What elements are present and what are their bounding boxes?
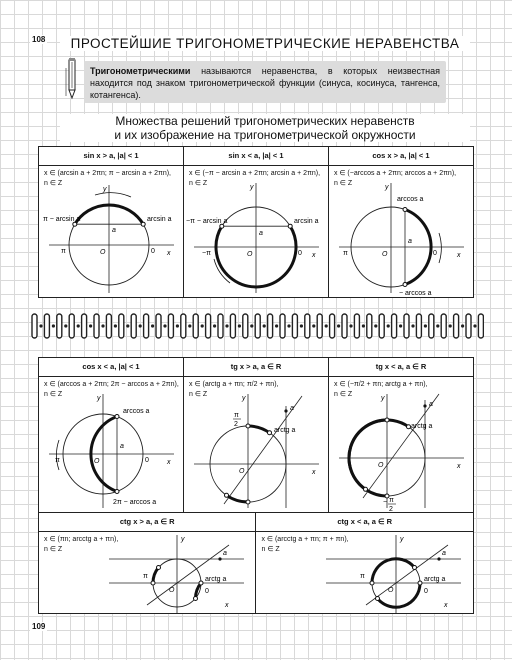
unit-circle-diagram: [184, 175, 329, 295]
formula-line: x ∈ (−arccos a + 2πn; arccos a + 2πn),: [333, 170, 457, 177]
arc-label-right: arcsin a: [147, 216, 172, 223]
subtitle-line-1: Множества решений тригонометрических неравенств: [115, 114, 415, 128]
binding-ring: [392, 314, 403, 338]
binding-ring: [342, 314, 353, 338]
arc-label-bottom: 2π − arccos a: [113, 499, 157, 506]
binding-ring: [230, 314, 241, 338]
half-pi-denominator: 2: [389, 506, 393, 511]
unit-circle-diagram: [184, 386, 329, 511]
page-title: ПРОСТЕЙШИЕ ТРИГОНОМЕТРИЧЕСКИЕ НЕРАВЕНСТВА: [60, 36, 470, 51]
unit-circle-diagram: [256, 531, 474, 613]
y-axis-label: y: [181, 536, 185, 543]
origin-label: O: [100, 249, 106, 256]
arc-label-left: π − arcsin a: [43, 216, 81, 223]
arc-label-right: arcsin a: [293, 218, 319, 225]
binding-ring: [181, 314, 192, 338]
zero-label: 0: [297, 250, 302, 257]
pi-label: π: [55, 457, 60, 464]
binding-ring: [317, 314, 328, 338]
a-label: a: [223, 550, 227, 557]
binding-ring: [478, 314, 484, 338]
a-label: a: [120, 443, 124, 450]
zero-label: 0: [145, 457, 149, 464]
formula-line: n ∈ Z: [189, 391, 208, 398]
formula-line: x ∈ (−π − arcsin a + 2πn; arcsin a + 2πn),: [188, 170, 321, 177]
origin-label: O: [378, 462, 384, 469]
formula-line: n ∈ Z: [334, 391, 353, 398]
pi-label: π: [143, 573, 148, 580]
pi-label: −π: [201, 250, 211, 257]
origin-label: O: [246, 251, 253, 258]
arcctg-label: arctg a: [205, 576, 227, 583]
origin-label: O: [94, 458, 100, 465]
definition-text: называются неравенства, в которых неизвестная находится под знаком тригонометрической функции (синуса, косинуса, тангенса, котангенса).: [90, 66, 440, 100]
cell-header: sin x > a, |a| < 1: [39, 147, 183, 166]
unit-circle-diagram: [39, 175, 184, 295]
formula-line: x ∈ (arccos a + 2πn; 2π − arccos a + 2πn),: [44, 381, 179, 388]
origin-label: O: [239, 468, 245, 475]
origin-label: O: [381, 251, 388, 258]
formula-line: n ∈ Z: [44, 391, 63, 398]
binding-ring: [354, 314, 365, 338]
cell-cos-lt: [39, 358, 184, 514]
half-pi-numerator: π: [234, 412, 239, 419]
binding-ring: [255, 314, 266, 338]
binding-ring: [144, 314, 155, 338]
binding-ring: [69, 314, 80, 338]
binding-ring: [292, 314, 303, 338]
binding-ring: [156, 314, 167, 338]
formula-line: n ∈ Z: [333, 180, 353, 187]
minus-sign: −: [383, 499, 388, 506]
x-axis-label: x: [456, 252, 461, 259]
cell-header: ctg x > a, a ∈ R: [39, 513, 255, 532]
table-ctg: [38, 512, 474, 614]
binding-ring: [330, 314, 341, 338]
half-pi-denominator: 2: [234, 421, 238, 428]
a-label: a: [290, 405, 294, 412]
zero-label: 0: [151, 248, 155, 255]
y-axis-label: y: [103, 186, 107, 193]
binding-ring: [57, 314, 68, 338]
x-axis-label: x: [167, 459, 171, 466]
zero-label: 0: [205, 588, 209, 595]
arctg-label: arctg a: [411, 423, 433, 430]
binding-ring: [454, 314, 465, 338]
arc-label-top: arccos a: [396, 196, 424, 203]
cell-tg-lt: [329, 358, 474, 514]
zero-label: 0: [432, 250, 437, 257]
cell-header: cos x < a, |a| < 1: [39, 358, 183, 377]
zero-label: 0: [424, 588, 429, 595]
definition-term: Тригонометрическими: [90, 66, 191, 76]
formula-line: n ∈ Z: [44, 180, 63, 187]
x-axis-label: x: [312, 469, 316, 476]
binding-ring: [131, 314, 142, 338]
unit-circle-diagram: [39, 531, 257, 613]
arc-label-bottom: − arccos a: [398, 290, 432, 295]
pi-label: π: [342, 250, 348, 257]
a-label: a: [258, 230, 263, 237]
origin-label: O: [388, 587, 394, 594]
y-axis-label: y: [400, 536, 404, 543]
y-axis-label: y: [249, 184, 254, 191]
page-number-top: 108: [32, 35, 46, 44]
table-top: [38, 146, 474, 298]
spiral-binding: [28, 312, 484, 340]
binding-ring: [32, 314, 43, 338]
binding-ring: [243, 314, 254, 338]
formula-line: x ∈ (πn; arcctg a + πn),: [44, 536, 119, 543]
binding-ring: [305, 314, 316, 338]
page-number-bottom: 109: [32, 622, 46, 631]
x-axis-label: x: [457, 463, 461, 470]
y-axis-label: y: [97, 395, 101, 402]
a-label: a: [407, 238, 412, 245]
y-axis-label: y: [242, 395, 246, 402]
binding-ring: [106, 314, 117, 338]
formula-line: x ∈ (arcctg a + πn; π + πn),: [261, 536, 349, 543]
binding-ring: [367, 314, 378, 338]
unit-circle-diagram: [329, 175, 474, 295]
x-axis-label: x: [167, 250, 171, 257]
binding-ring: [206, 314, 217, 338]
formula-line: x ∈ (arcsin a + 2πn; π − arcsin a + 2πn),: [44, 170, 171, 177]
unit-circle-diagram: [39, 386, 184, 511]
arc-label-top: arccos a: [123, 408, 150, 415]
x-axis-label: x: [311, 252, 316, 259]
definition-box: [84, 61, 446, 103]
cell-tg-gt: [184, 358, 329, 514]
binding-ring: [466, 314, 477, 338]
formula-line: x ∈ (−π/2 + πn; arctg a + πn),: [334, 381, 428, 388]
arcctg-label: arctg a: [424, 576, 446, 583]
x-axis-label: x: [225, 602, 229, 609]
binding-ring: [404, 314, 415, 338]
y-axis-label: y: [384, 184, 389, 191]
binding-ring: [379, 314, 390, 338]
pi-label: π: [360, 573, 366, 580]
binding-ring: [441, 314, 452, 338]
cell-sin-gt: [39, 147, 184, 298]
x-axis-label: x: [444, 602, 448, 609]
half-pi-numerator: π: [389, 497, 394, 504]
binding-ring: [280, 314, 291, 338]
a-label: a: [442, 550, 447, 557]
binding-ring: [268, 314, 279, 338]
formula-line: x ∈ (arctg a + πn; π/2 + πn),: [189, 381, 279, 388]
binding-ring: [82, 314, 93, 338]
cell-header: sin x < a, |a| < 1: [184, 147, 328, 166]
formula-line: n ∈ Z: [188, 180, 208, 187]
binding-ring: [44, 314, 55, 338]
cell-sin-lt: [183, 147, 328, 298]
binding-ring: [218, 314, 229, 338]
cell-ctg-lt: [256, 513, 474, 614]
binding-ring: [168, 314, 179, 338]
a-label: a: [429, 401, 433, 408]
subtitle-line-2: и их изображение на тригонометрической окружности: [114, 128, 416, 142]
arc-label-left: −π − arcsin a: [185, 218, 228, 225]
cell-header: ctg x < a, a ∈ R: [256, 513, 473, 532]
binding-ring: [429, 314, 440, 338]
a-label: a: [112, 227, 116, 234]
binding-ring: [119, 314, 130, 338]
pi-label: π: [61, 248, 66, 255]
cell-cos-gt: [328, 147, 473, 298]
binding-ring: [94, 314, 105, 338]
binding-ring: [416, 314, 427, 338]
pencil-icon: [64, 58, 80, 102]
section-subtitle: [60, 114, 470, 142]
cell-header: cos x > a, |a| < 1: [329, 147, 473, 166]
binding-ring: [193, 314, 204, 338]
y-axis-label: y: [381, 395, 385, 402]
formula-line: n ∈ Z: [261, 546, 280, 553]
arctg-label: arctg a: [274, 427, 296, 434]
cell-header: tg x < a, a ∈ R: [329, 358, 473, 377]
table-bottom: [38, 357, 474, 514]
cell-ctg-gt: [39, 513, 256, 614]
cell-header: tg x > a, a ∈ R: [184, 358, 328, 377]
unit-circle-diagram: [329, 386, 474, 511]
origin-label: O: [169, 587, 175, 594]
formula-line: n ∈ Z: [44, 546, 63, 553]
